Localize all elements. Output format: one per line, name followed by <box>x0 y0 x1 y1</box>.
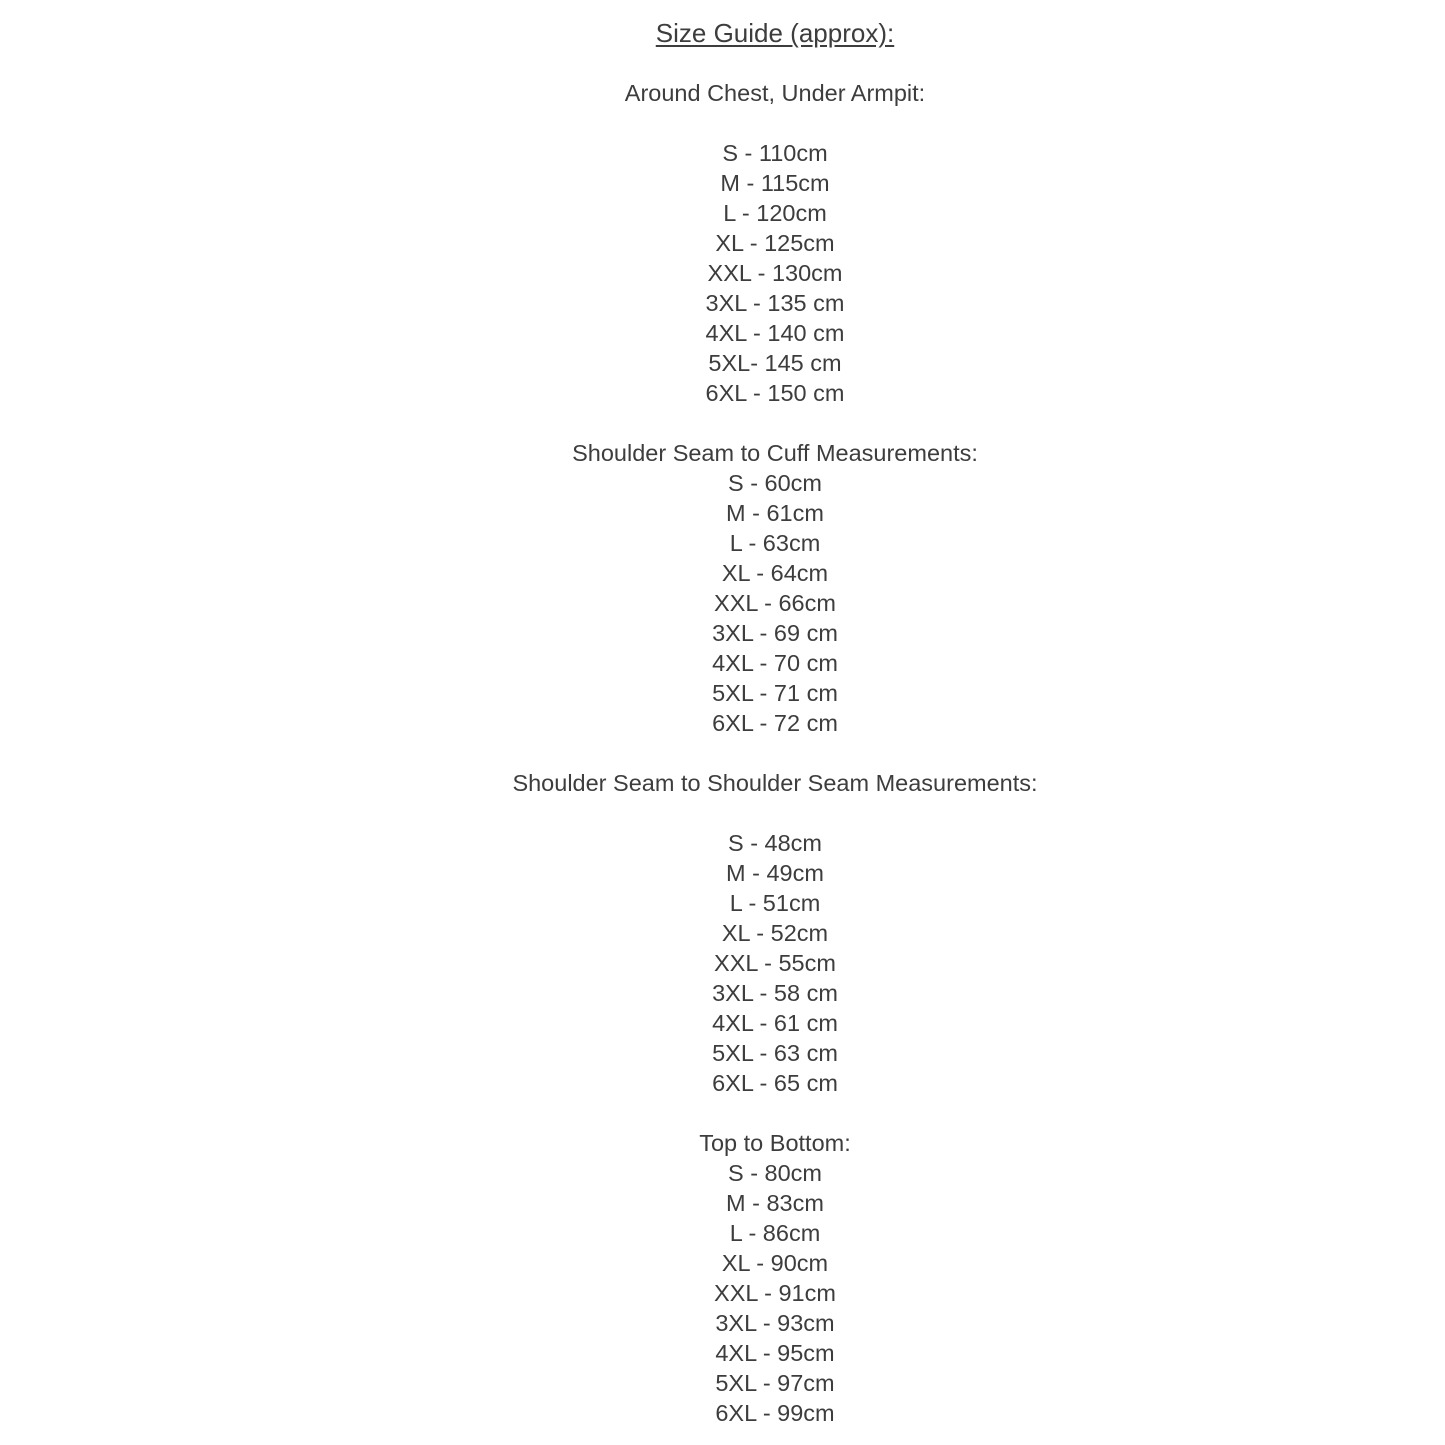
size-row: XXL - 66cm <box>714 590 836 616</box>
size-row: L - 86cm <box>729 1220 821 1246</box>
size-row: XL - 64cm <box>721 560 829 586</box>
blank-line <box>105 738 1445 768</box>
section-heading: Shoulder Seam to Shoulder Seam Measurements: <box>512 770 1038 796</box>
size-row: 4XL - 140 cm <box>705 320 845 346</box>
size-row: XXL - 130cm <box>707 260 843 286</box>
section-heading: Shoulder Seam to Cuff Measurements: <box>572 440 978 466</box>
size-row: 5XL- 145 cm <box>708 350 842 376</box>
page-title: Size Guide (approx): <box>655 18 895 48</box>
size-row: L - 63cm <box>729 530 821 556</box>
size-row: S - 60cm <box>727 470 823 496</box>
size-row: S - 80cm <box>727 1160 823 1186</box>
blank-line <box>105 408 1445 438</box>
size-row: 5XL - 97cm <box>715 1370 835 1396</box>
size-row: M - 49cm <box>726 860 824 886</box>
size-row: XL - 125cm <box>715 230 835 256</box>
blank-line <box>105 48 1445 78</box>
size-row: S - 48cm <box>727 830 823 856</box>
size-row: M - 115cm <box>720 170 830 196</box>
size-row: 5XL - 63 cm <box>712 1040 838 1066</box>
size-row: 6XL - 65 cm <box>712 1070 838 1096</box>
blank-line <box>105 798 1445 828</box>
size-row: L - 120cm <box>723 200 827 226</box>
size-row: S - 110cm <box>722 140 828 166</box>
size-row: 3XL - 135 cm <box>705 290 845 316</box>
size-row: 3XL - 93cm <box>715 1310 835 1336</box>
size-row: 5XL - 71 cm <box>712 680 838 706</box>
size-row: XL - 90cm <box>721 1250 829 1276</box>
size-row: L - 51cm <box>729 890 821 916</box>
size-row: 3XL - 69 cm <box>712 620 838 646</box>
size-row: 4XL - 70 cm <box>712 650 838 676</box>
size-row: 6XL - 99cm <box>715 1400 835 1426</box>
size-row: XXL - 55cm <box>714 950 836 976</box>
sections-container <box>105 78 1445 1428</box>
size-row: 4XL - 95cm <box>715 1340 835 1366</box>
size-row: 6XL - 150 cm <box>705 380 845 406</box>
size-row: 6XL - 72 cm <box>712 710 838 736</box>
section-heading: Top to Bottom: <box>699 1130 851 1156</box>
blank-line <box>105 1098 1445 1128</box>
size-row: M - 83cm <box>726 1190 824 1216</box>
size-row: M - 61cm <box>726 500 824 526</box>
size-row: XXL - 91cm <box>714 1280 836 1306</box>
size-row: XL - 52cm <box>721 920 829 946</box>
size-row: 3XL - 58 cm <box>712 980 838 1006</box>
blank-line <box>105 108 1445 138</box>
size-row: 4XL - 61 cm <box>712 1010 838 1036</box>
section-heading: Around Chest, Under Armpit: <box>624 80 926 106</box>
